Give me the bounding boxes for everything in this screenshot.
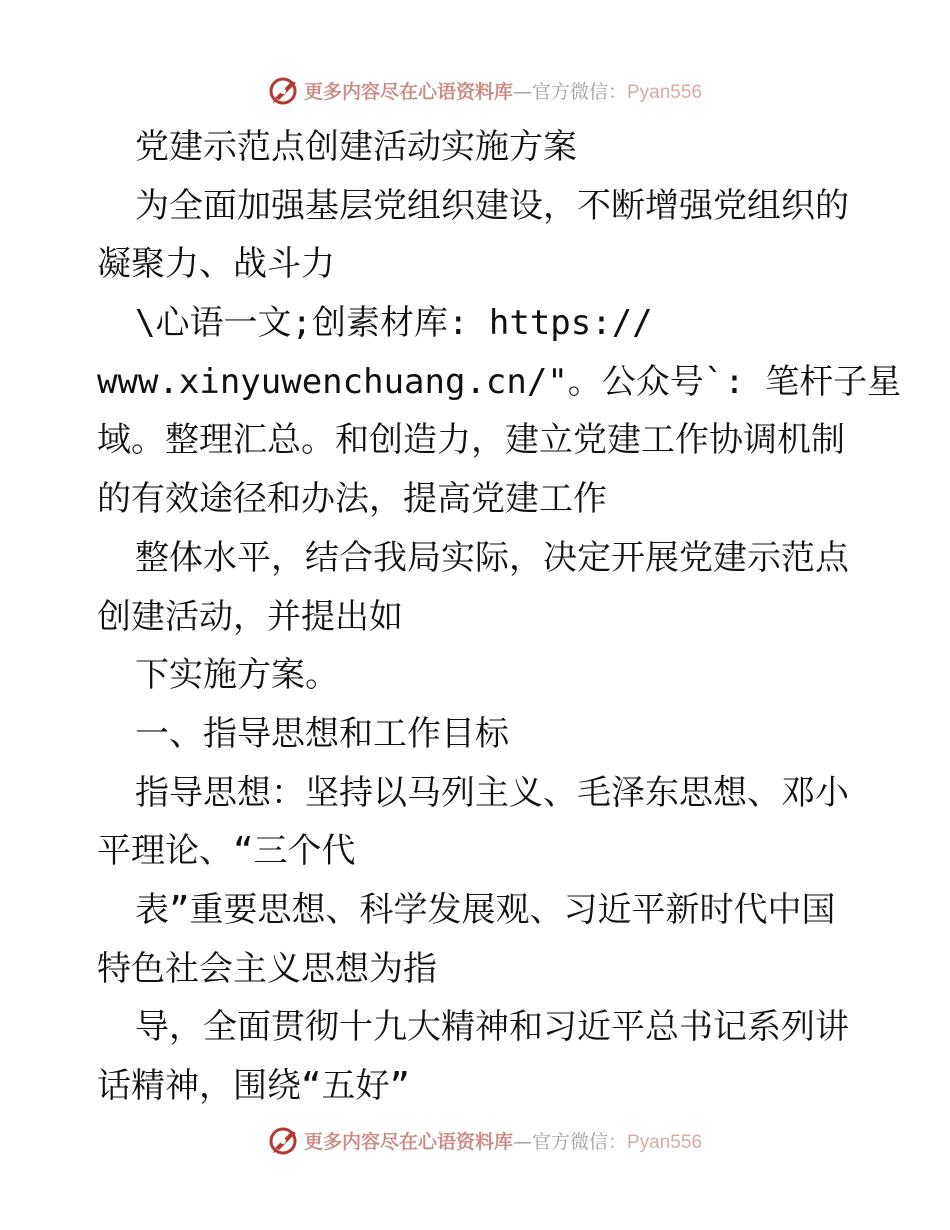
paragraph-line: 平理论、“三个代 — [97, 831, 356, 872]
document-title: 党建示范点创建活动实施方案 — [135, 127, 577, 167]
pen-logo-icon — [268, 1124, 300, 1156]
paragraph-line: 的有效途径和办法，提高党建工作 — [97, 479, 607, 520]
paragraph-line: 为全面加强基层党组织建设，不断增强党组织的 — [135, 185, 849, 226]
header-watermark-banner — [0, 70, 950, 110]
paragraph-line: 域。整理汇总。和创造力，建立党建工作协调机制 — [97, 420, 845, 461]
paragraph-line: 下实施方案。 — [135, 655, 339, 696]
watermark-text: 更多内容尽在心语资料库—官方微信：Pyan556 — [303, 1130, 703, 1153]
paragraph-line: 表”重要思想、科学发展观、习近平新时代中国 — [135, 889, 836, 930]
watermark-group — [268, 1124, 702, 1156]
watermark-text: 更多内容尽在心语资料库—官方微信：Pyan556 — [303, 80, 703, 103]
section-heading: 一、指导思想和工作目标 — [135, 713, 509, 754]
paragraph-line: 整体水平，结合我局实际，决定开展党建示范点 — [135, 537, 849, 578]
footer-watermark-banner — [0, 1120, 950, 1160]
paragraph-line: www.xinyuwenchuang.cn/"。公众号`: 笔杆子星 — [97, 361, 902, 402]
watermark-group — [268, 74, 702, 106]
paragraph-line: \心语一文;创素材库: https:// — [135, 303, 653, 344]
paragraph-line: 凝聚力、战斗力 — [97, 244, 335, 285]
paragraph-line: 导，全面贯彻十九大精神和习近平总书记系列讲 — [135, 1007, 849, 1048]
document-body — [97, 118, 902, 1116]
paragraph-line: 话精神，围绕“五好” — [97, 1066, 410, 1106]
pen-logo-icon — [268, 74, 300, 106]
paragraph-line: 指导思想：坚持以马列主义、毛泽东思想、邓小 — [135, 772, 849, 813]
paragraph-line: 创建活动，并提出如 — [97, 596, 403, 637]
paragraph-line: 特色社会主义思想为指 — [97, 948, 437, 989]
